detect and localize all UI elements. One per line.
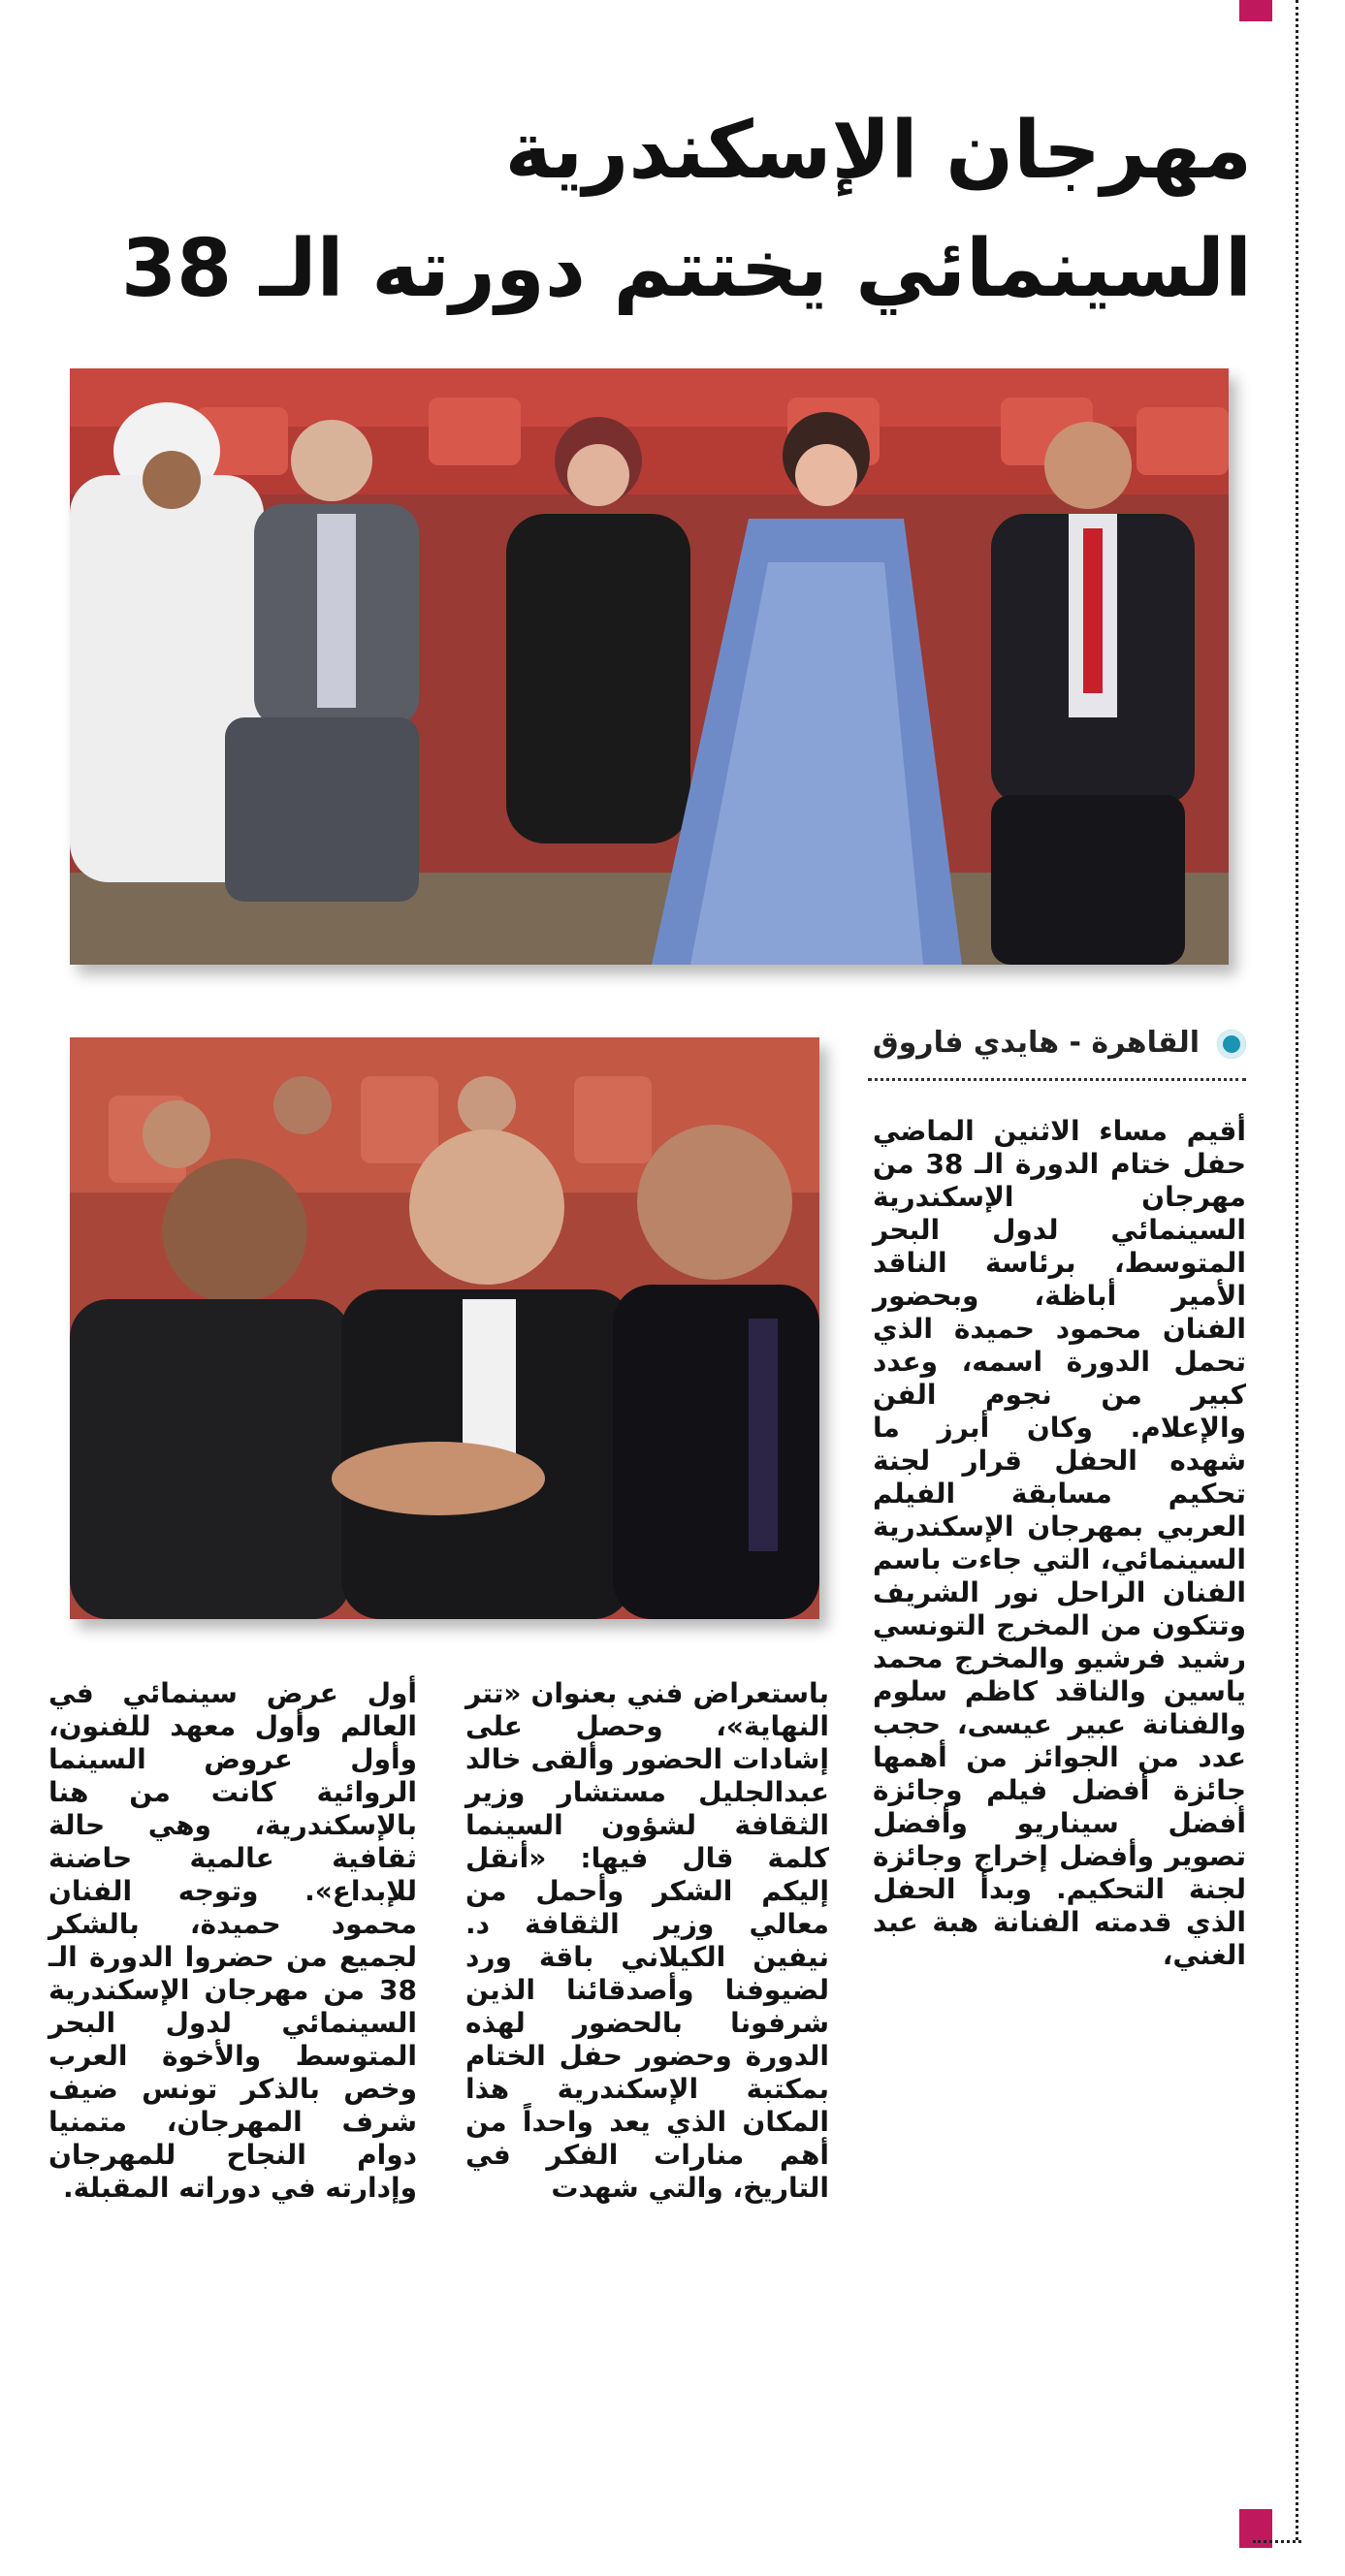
article-column-left: [48, 1677, 417, 2205]
article-column-middle: [465, 1677, 829, 2205]
top-photo: [70, 368, 1229, 965]
byline-text: القاهرة - هايدي فاروق: [872, 1026, 1200, 1060]
byline-bullet-icon: [1217, 1030, 1246, 1059]
article-headline: مهرجان الإسكندرية السينمائي يختتم دورته الـ 38: [121, 105, 1252, 315]
column-right-text: أقيم مساء الاثنين الماضي حفل ختام الدورة الـ 38 من مهرجان الإسكندرية السينمائي لدول البحر المتوسط، برئاسة الناقد الأمير أباظة، وبحضور الفنان محمود حميدة الذي تحمل الدورة اسمه، وعدد كبير من نجوم الفن والإعلام. وكان أبرز ما شهده الحفل قرار لجنة تحكيم مسابقة الفيلم العربي بمهرجان الإسكندرية السينمائي، التي جاءت باسم الفنان الراحل نور الشريف وتتكون من المخرج التونسي رشيد فرشيو والمخرج محمد ياسين والناقد كاظم سلوم والفنانة عبير عيسى، حجب عدد من الجوائز من أهمها جائزة أفضل فيلم وجائزة أفضل سيناريو وأفضل تصوير وأفضل إخراج وجائزة لجنة التحكيم. وبدأ الحفل الذي قدمته الفنانة هبة عبد الغني،: [873, 1115, 1246, 1971]
bottom-border-dotted: [1253, 2540, 1301, 2543]
middle-photo: [70, 1037, 819, 1619]
column-middle-text: باستعراض فني بعنوان «تتر النهاية»، وحصل على إشادات الحضور وألقى خالد عبدالجليل مستشار وزير الثقافة لشؤون السينما كلمة قال فيها: «أنقل إليكم الشكر وأحمل من معالي وزير الثقافة د. نيفين الكيلاني باقة ورد لضيوفنا وأصدقائنا الذين شرفونا بالحضور لهذه الدورة وحضور حفل الختام بمكتبة الإسكندرية هذا المكان الذي يعد واحداً من أهم منارات الفكر في التاريخ، والتي شهدت: [465, 1677, 829, 2204]
top-accent-square: [1239, 0, 1272, 21]
column-left-text: أول عرض سينمائي في العالم وأول معهد للفنون، وأول عروض السينما الروائية كانت من هنا بالإسكندرية، وهي حالة ثقافية عالمية حاضنة للإبداع». وتوجه الفنان محمود حميدة، بالشكر لجميع من حضروا الدورة الـ 38 من مهرجان الإسكندرية السينمائي لدول البحر المتوسط والأخوة العرب وخص بالذكر تونس ضيف شرف المهرجان، متمنيا دوام النجاح للمهرجان وإدارته في دوراته المقبلة.: [48, 1677, 417, 2204]
article-column-right: [873, 1115, 1246, 1972]
byline: [868, 1020, 1246, 1081]
page-border-dotted: [1296, 0, 1298, 2540]
